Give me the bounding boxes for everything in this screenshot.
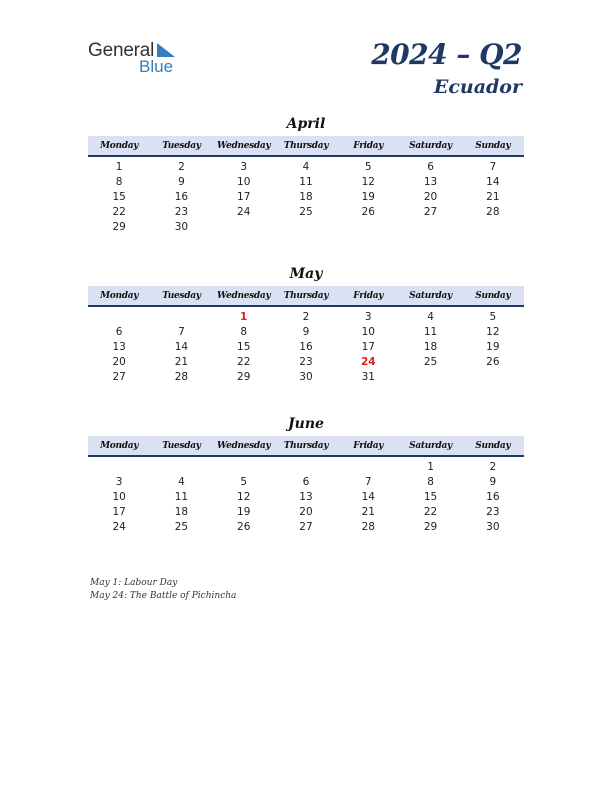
day-cell: 4 [427,310,434,323]
day-cell: 23 [174,205,189,218]
day-cell: 27 [112,370,126,383]
day-cell: 21 [174,355,189,368]
day-cell: 16 [486,490,500,503]
day-cell: 12 [486,325,500,338]
day-cell: 12 [237,490,251,503]
day-cell: 2 [178,160,185,173]
day-cell: 29 [423,520,438,533]
week-rows [88,307,524,384]
day-cell: 9 [489,475,497,488]
weekday-header-row [88,436,524,457]
weekday-label: Saturday [409,290,452,301]
day-cell: 28 [361,520,375,533]
day-cell: 26 [361,205,375,218]
week-row [88,504,524,519]
day-cell: 2 [302,310,310,323]
weekday-label: Tuesday [162,290,201,301]
week-row [88,189,524,204]
day-cell: 7 [178,325,185,338]
day-cell: 19 [237,505,251,518]
day-cell: 16 [174,190,189,203]
weekday-label: Monday [100,290,139,301]
day-cell: 11 [299,175,313,188]
day-cell: 6 [302,475,310,488]
month-june [88,416,524,534]
day-cell: 6 [427,160,434,173]
day-cell: 18 [174,505,189,518]
week-row [88,339,524,354]
day-cell: 8 [240,325,248,338]
day-cell: 3 [240,160,248,173]
weekday-label: Friday [353,290,384,301]
month-title: May [289,266,323,282]
day-cell: 18 [299,190,313,203]
day-cell: 25 [174,520,189,533]
week-rows [88,457,524,534]
weekday-label: Wednesday [217,290,271,301]
week-row [88,369,524,384]
weekday-label: Sunday [475,140,511,151]
day-cell: 27 [299,520,313,533]
day-cell: 17 [361,340,375,353]
day-cell: 23 [486,505,500,518]
day-cell: 23 [299,355,313,368]
weekday-label: Wednesday [217,140,271,151]
day-cell: 5 [489,310,497,323]
week-row [88,159,524,174]
weekday-header-row [88,286,524,307]
weekday-label: Saturday [409,440,452,451]
weekday-label: Thursday [283,290,329,301]
day-cell: 21 [361,505,375,518]
day-cell: 15 [112,190,126,203]
day-cell: 11 [423,325,438,338]
day-cell: 14 [174,340,189,353]
day-cell: 29 [237,370,251,383]
day-cell: 17 [237,190,251,203]
day-cell: 19 [486,340,500,353]
day-cell: 26 [237,520,251,533]
logo-text-blue: Blue [139,57,174,76]
day-cell: 4 [178,475,185,488]
day-cell: 14 [486,175,500,188]
day-cell: 13 [423,175,438,188]
month-title: June [288,416,324,432]
week-row [88,324,524,339]
day-cell: 25 [423,355,438,368]
day-cell: 17 [112,505,126,518]
weekday-label: Thursday [283,140,329,151]
week-row [88,519,524,534]
weekday-label: Saturday [409,140,452,151]
month-may [88,266,524,384]
day-cell: 30 [174,220,189,233]
day-cell: 25 [299,205,313,218]
day-cell: 20 [299,505,313,518]
day-cell: 2 [489,460,497,473]
day-cell: 13 [299,490,313,503]
weekday-label: Tuesday [162,440,201,451]
day-cell: 26 [486,355,500,368]
holiday-note: May 1: Labour Day [90,578,178,588]
day-cell: 1 [427,460,434,473]
day-cell-holiday: 24 [360,355,376,368]
weekday-label: Monday [100,140,139,151]
day-cell: 12 [361,175,375,188]
day-cell: 10 [237,175,251,188]
day-cell: 6 [115,325,123,338]
day-cell: 24 [237,205,251,218]
weekday-label: Tuesday [162,140,201,151]
day-cell: 28 [486,205,500,218]
day-cell: 15 [237,340,251,353]
week-row [88,204,524,219]
day-cell: 20 [423,190,438,203]
day-cell: 28 [174,370,189,383]
weekday-header-row [88,136,524,157]
day-cell: 29 [112,220,126,233]
day-cell: 8 [115,175,123,188]
day-cell: 9 [302,325,310,338]
day-cell-holiday: 1 [240,310,248,323]
week-row [88,474,524,489]
day-cell: 5 [364,160,372,173]
day-cell: 16 [299,340,313,353]
weekday-label: Sunday [475,440,511,451]
week-row [88,174,524,189]
day-cell: 19 [361,190,375,203]
day-cell: 10 [112,490,126,503]
page-title: 2024 – Q2 [371,38,522,71]
day-cell: 21 [486,190,500,203]
day-cell: 7 [364,475,372,488]
day-cell: 22 [237,355,251,368]
country-name: Ecuador [433,76,522,98]
week-row [88,489,524,504]
holiday-note: May 24: The Battle of Pichincha [90,591,237,601]
week-row [88,459,524,474]
day-cell: 22 [423,505,438,518]
day-cell: 30 [299,370,313,383]
day-cell: 5 [240,475,248,488]
day-cell: 14 [361,490,375,503]
weekday-label: Sunday [475,290,511,301]
weekday-label: Thursday [283,440,329,451]
day-cell: 8 [427,475,434,488]
day-cell: 11 [174,490,189,503]
week-rows [88,157,524,234]
day-cell: 18 [423,340,438,353]
week-row [88,354,524,369]
week-row [88,219,524,234]
month-april [88,116,524,234]
general-blue-logo [88,40,188,76]
weekday-label: Friday [353,140,384,151]
weekday-label: Friday [353,440,384,451]
month-title: April [286,116,326,132]
day-cell: 10 [361,325,375,338]
weekday-label: Wednesday [217,440,271,451]
day-cell: 30 [486,520,500,533]
day-cell: 3 [115,475,123,488]
logo-text-general: General [88,40,155,61]
day-cell: 24 [112,520,126,533]
day-cell: 22 [112,205,126,218]
week-row [88,309,524,324]
weekday-label: Monday [100,440,139,451]
day-cell: 9 [178,175,185,188]
day-cell: 31 [361,370,375,383]
day-cell: 20 [112,355,126,368]
day-cell: 3 [364,310,372,323]
day-cell: 7 [489,160,497,173]
day-cell: 4 [302,160,310,173]
day-cell: 1 [115,160,123,173]
holiday-notes [90,577,236,603]
day-cell: 27 [423,205,438,218]
day-cell: 13 [112,340,126,353]
day-cell: 15 [423,490,438,503]
